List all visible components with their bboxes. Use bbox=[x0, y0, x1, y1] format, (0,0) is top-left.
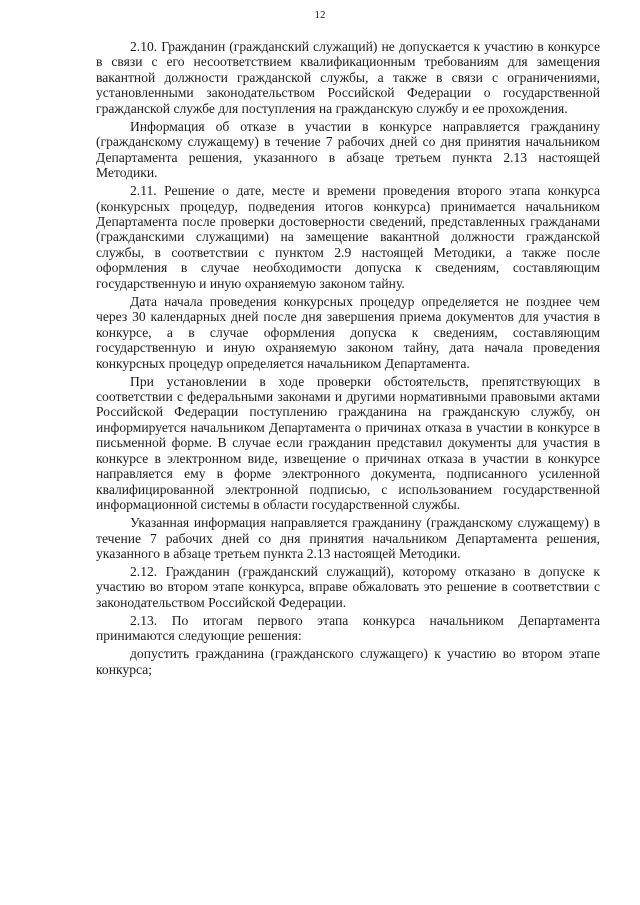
paragraph-information-sent: Указанная информация направляется гражданину (гражданскому служащему) в течение 7 рабочих дней со дня принятия начальником Департамента решения, указанного в абзаце третьем пункта 2.13 настоящей Методики. bbox=[96, 515, 600, 561]
paragraph-admit-second-stage: допустить гражданина (гражданского служащего) к участию во втором этапе конкурса; bbox=[96, 646, 600, 677]
paragraph-2-11: 2.11. Решение о дате, месте и времени проведения второго этапа конкурса (конкурсных процедур, подведения итогов конкурса) принимается начальником Департамента после проверки достоверности сведений, представленных гражданами (гражданскими служащими) на замещение вакантной должности гражданской службы, в соответствии с пунктом 2.9 настоящей Методики, а также после оформления в случае необходимости допуска к сведениям, составляющим государственную и иную охраняемую законом тайну. bbox=[96, 183, 600, 291]
paragraph-procedure-date: Дата начала проведения конкурсных процедур определяется не позднее чем через 30 календарных дней после дня завершения приема документов для участия в конкурсе, а в случае оформления допуска к сведениям, составляющим государственную и иную охраняемую законом тайну, дата начала проведения конкурсных процедур определяется начальником Департамента. bbox=[96, 293, 600, 371]
document-body bbox=[96, 39, 600, 677]
paragraph-obstacles: При установлении в ходе проверки обстоятельств, препятствующих в соответствии с федеральными законами и другими нормативными правовыми актами Российской Федерации поступлению гражданина на гражданскую службу, он информируется начальником Департамента о причинах отказа в участии в конкурсе в письменной форме. В случае если гражданин представил документы для участия в конкурсе в электронном виде, извещение о причинах отказа в участии в конкурсе направляется ему в форме электронного документа, подписанного усиленной квалифицированной электронной подписью, с использованием государственной информационной системы в области государственной службы. bbox=[96, 373, 600, 513]
paragraph-refusal-notice: Информация об отказе в участии в конкурсе направляется гражданину (гражданскому служащему) в течение 7 рабочих дней со дня принятия начальником Департамента решения, указанного в абзаце третьем пункта 2.13 настоящей Методики. bbox=[96, 118, 600, 181]
paragraph-2-10: 2.10. Гражданин (гражданский служащий) не допускается к участию в конкурсе в связи с его несоответствием квалификационным требованиям для замещения вакантной должности гражданской службы, а также в связи с ограничениями, установленными законодательством Российской Федерации о государственной гражданской службе для поступления на гражданскую службу и ее прохождения. bbox=[96, 39, 600, 116]
paragraph-2-12: 2.12. Гражданин (гражданский служащий), которому отказано в допуске к участию во втором этапе конкурса, вправе обжаловать это решение в соответствии с законодательством Российской Федерации. bbox=[96, 563, 600, 610]
page-number: 12 bbox=[314, 9, 326, 21]
paragraph-2-13: 2.13. По итогам первого этапа конкурса начальником Департамента принимаются следующие решения: bbox=[96, 612, 600, 644]
